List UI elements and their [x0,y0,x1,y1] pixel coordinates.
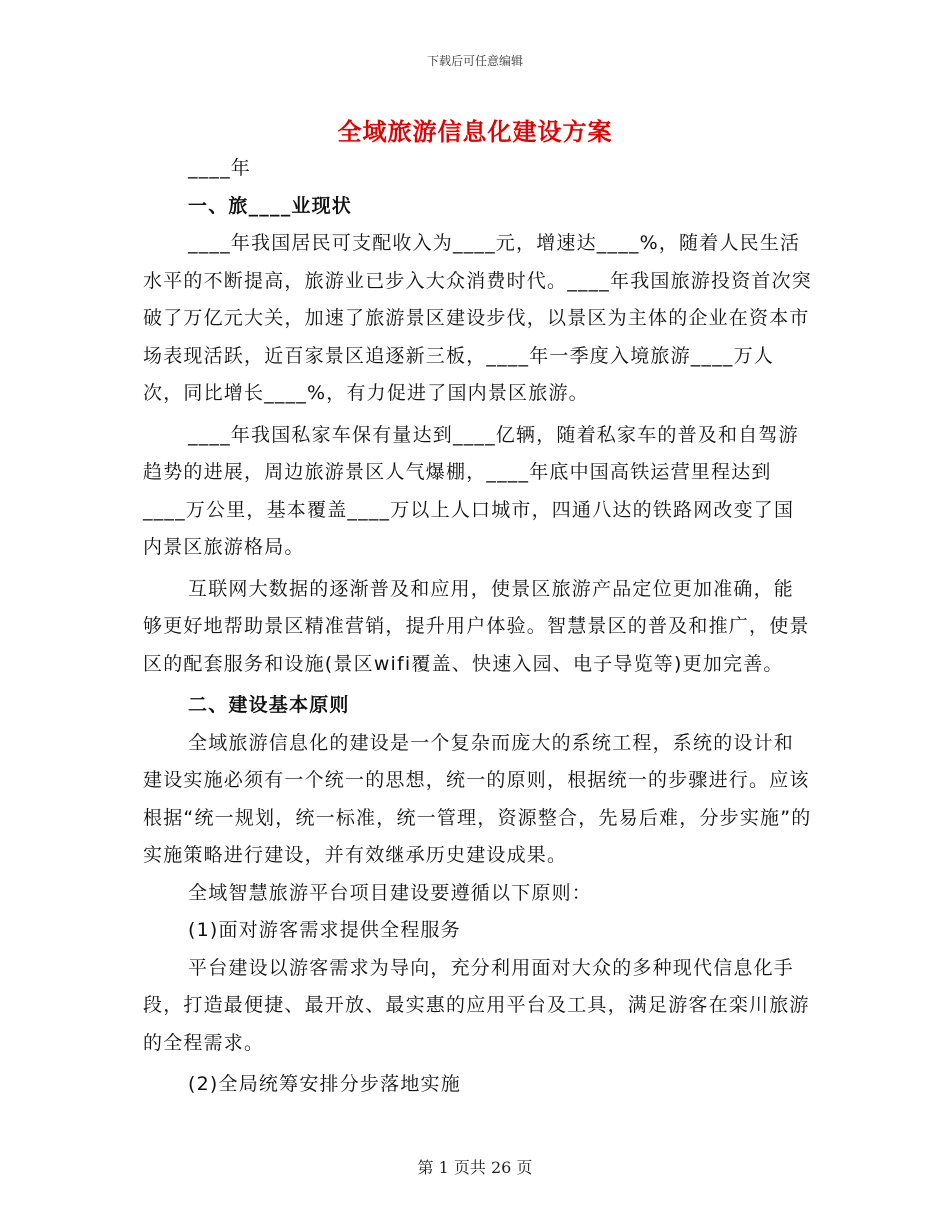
section-2-paragraph-1: 全域旅游信息化的建设是一个复杂而庞大的系统工程，系统的设计和建设实施必须有一个统一的思想，统一的原则，根据统一的步骤进行。应该根据“统一规划，统一标准，统一管理，资源整合，先易后难，分步实施”的实施策略进行建设，并有效继承历史建设成果。 [143,731,812,866]
principle-2-heading: (2)全局统筹安排分步落地实施 [188,1073,461,1095]
section-1-paragraph-2: ____年我国私家车保有量达到____亿辆，随着私家车的普及和自驾游趋势的进展，周边旅游景区人气爆棚，____年底中国高铁运营里程达到____万公里，基本覆盖____万以上人口城市，四通八达的铁路网改变了国内景区旅游格局。 [143,423,799,558]
document-body [143,150,813,1104]
year-line: ____年 [188,157,252,179]
section-2-paragraph-2: 全域智慧旅游平台项目建设要遵循以下原则： [188,881,593,904]
section-2-heading: 二、建设基本原则 [188,694,350,716]
page-footer: 第 1 页共 26 页 [417,1158,533,1177]
section-1-heading: 一、旅____业现状 [188,194,353,217]
header-note: 下载后可任意编辑 [426,54,523,68]
document-title: 全域旅游信息化建设方案 [337,118,613,146]
section-1-paragraph-3: 互联网大数据的逐渐普及和应用，使景区旅游产品定位更加准确，能够更好地帮助景区精准营销，提升用户体验。智慧景区的普及和推广，使景区的配套服务和设施(景区wifi覆盖、快速入园、电子导览等)更加完善。 [143,577,810,675]
principle-1-heading: (1)面对游客需求提供全程服务 [188,919,461,941]
section-1-paragraph-1: ____年我国居民可支配收入为____元，增速达____%，随着人民生活水平的不断提高，旅游业已步入大众消费时代。____年我国旅游投资首次突破了万亿元大关，加速了旅游景区建设步伐，以景区为主体的企业在资本市场表现活跃，近百家景区追逐新三板，____年一季度入境旅游____万人次，同比增长____%，有力促进了国内景区旅游。 [143,232,813,404]
principle-1-text: 平台建设以游客需求为导向，充分利用面对大众的多种现代信息化手段，打造最便捷、最开放、最实惠的应用平台及工具，满足游客在栾川旅游的全程需求。 [143,956,810,1054]
